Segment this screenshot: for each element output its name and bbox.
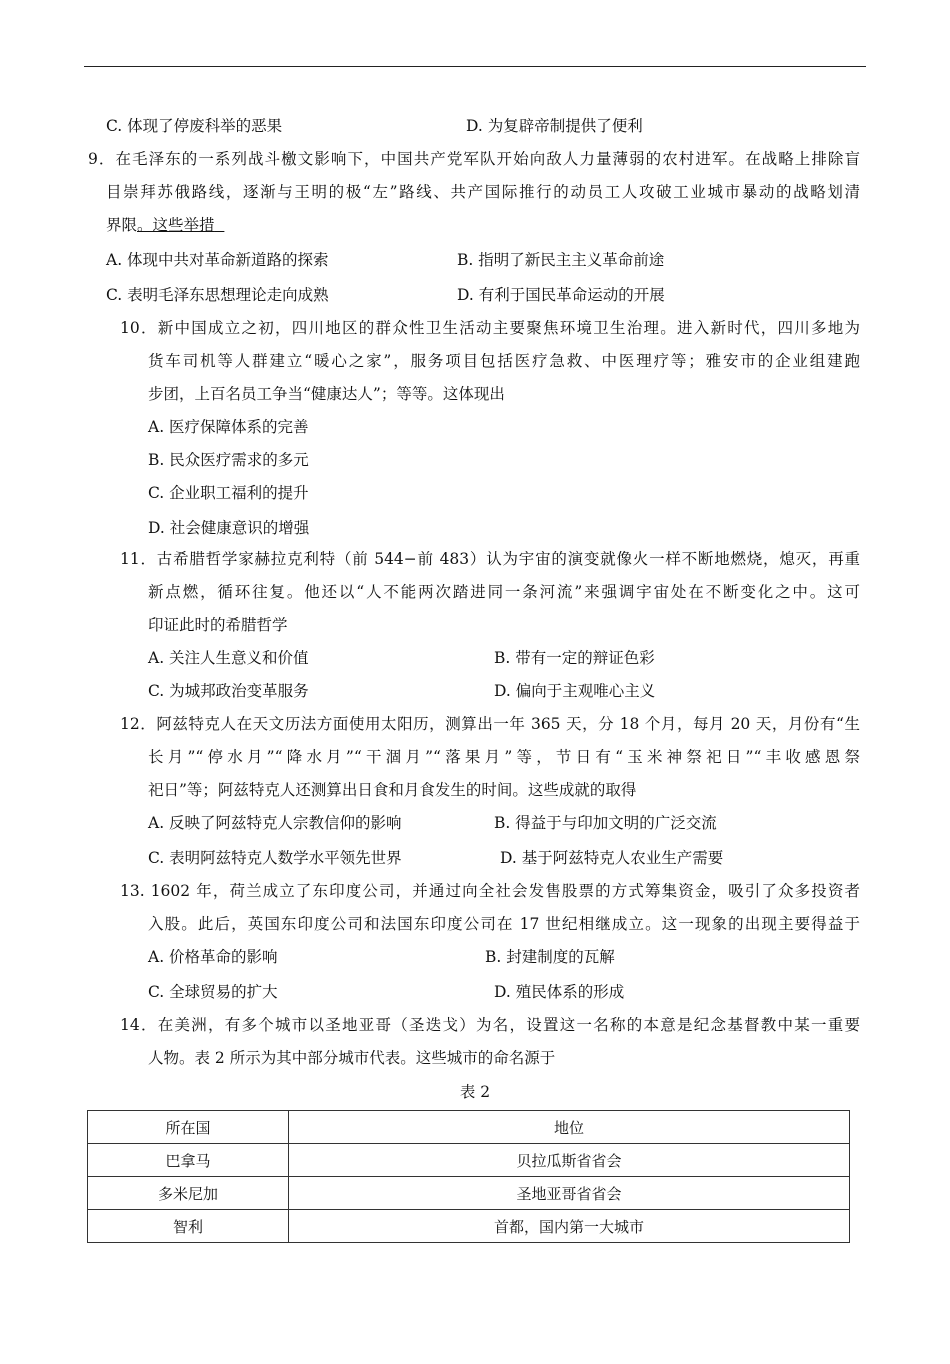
table-row xyxy=(88,1177,850,1210)
q9-option-d: D. 有利于国民革命运动的开展 xyxy=(457,286,665,304)
q13-option-c: C. 全球贸易的扩大 xyxy=(148,983,278,1001)
table-cell-country: 智利 xyxy=(88,1210,289,1243)
table-2 xyxy=(87,1110,850,1243)
table-cell-country: 多米尼加 xyxy=(88,1177,289,1210)
table-cell-country: 巴拿马 xyxy=(88,1144,289,1177)
q9-option-a: A. 体现中共对革命新道路的探索 xyxy=(106,251,329,269)
q12-option-c: C. 表明阿兹特克人数学水平领先世界 xyxy=(148,849,402,867)
q13-option-d: D. 殖民体系的形成 xyxy=(494,983,625,1001)
q12-option-d: D. 基于阿兹特克人农业生产需要 xyxy=(500,849,724,867)
q12-option-a: A. 反映了阿兹特克人宗教信仰的影响 xyxy=(148,814,402,832)
q12-stem-line-2: 长月”“停水月”“降水月”“干涸月”“落果月”等，节日有“玉米神祭祀日”“丰收感恩祭 xyxy=(148,748,860,766)
table-header-cell: 所在国 xyxy=(88,1111,289,1144)
q9-stem-line-1: 9．在毛泽东的一系列战斗檄文影响下，中国共产党军队开始向敌人力量薄弱的农村进军。在战略上排除盲 xyxy=(88,150,860,168)
q14-stem-line-1: 14．在美洲，有多个城市以圣地亚哥（圣迭戈）为名，设置这一名称的本意是纪念基督教中某一重要 xyxy=(120,1016,860,1034)
q12-stem-line-3: 祀日”等；阿兹特克人还测算出日食和月食发生的时间。这些成就的取得 xyxy=(148,781,637,799)
q9-option-b: B. 指明了新民主主义革命前途 xyxy=(457,251,665,269)
q13-stem-line-2: 入股。此后，英国东印度公司和法国东印度公司在 17 世纪相继成立。这一现象的出现主要得益于 xyxy=(148,915,860,933)
q11-option-b: B. 带有一定的辩证色彩 xyxy=(494,649,655,667)
q9-stem-line-2: 目崇拜苏俄路线，逐渐与王明的极“左”路线、共产国际推行的动员工人攻破工业城市暴动的战略划清 xyxy=(106,183,860,201)
q10-option-c: C. 企业职工福利的提升 xyxy=(148,484,309,502)
q11-stem-line-3: 印证此时的希腊哲学 xyxy=(148,616,288,634)
table-header-cell: 地位 xyxy=(289,1111,850,1144)
table-row xyxy=(88,1210,850,1243)
table-row xyxy=(88,1144,850,1177)
table-header-row xyxy=(88,1111,850,1144)
q12-option-b: B. 得益于与印加文明的广泛交流 xyxy=(494,814,717,832)
table-caption: 表 2 xyxy=(459,1083,491,1101)
q10-option-a: A. 医疗保障体系的完善 xyxy=(148,418,309,436)
q13-stem-line-1: 13. 1602 年，荷兰成立了东印度公司，并通过向全社会发售股票的方式筹集资金，吸引了众多投资者 xyxy=(120,882,860,900)
q9-stem-line-3 xyxy=(106,214,224,236)
header-rule xyxy=(84,66,866,67)
table-cell-status: 圣地亚哥省省会 xyxy=(289,1177,850,1210)
q10-option-d: D. 社会健康意识的增强 xyxy=(148,519,310,537)
q11-stem-line-2: 新点燃，循环往复。他还以“人不能两次踏进同一条河流”来强调宇宙处在不断变化之中。这可 xyxy=(148,583,860,601)
q12-stem-line-1: 12．阿兹特克人在天文历法方面使用太阳历，测算出一年 365 天，分 18 个月，每月 20 天，月份有“生 xyxy=(120,715,860,733)
table-cell-status: 首都，国内第一大城市 xyxy=(289,1210,850,1243)
q8-option-c: C. 体现了停废科举的恶果 xyxy=(106,117,283,135)
q11-option-c: C. 为城邦政治变革服务 xyxy=(148,682,309,700)
q9-stem-end: 。这些举措 xyxy=(137,216,215,234)
q10-stem-line-1: 10．新中国成立之初，四川地区的群众性卫生活动主要聚焦环境卫生治理。进入新时代，四川多地为 xyxy=(120,319,860,337)
q9-answer-blank xyxy=(215,216,225,234)
q10-stem-line-3: 步团，上百名员工争当“健康达人”；等等。这体现出 xyxy=(148,385,505,403)
q10-stem-line-2: 货车司机等人群建立“暖心之家”，服务项目包括医疗急救、中医理疗等；雅安市的企业组建跑 xyxy=(148,352,860,370)
q8-option-d: D. 为复辟帝制提供了便利 xyxy=(466,117,643,135)
q11-stem-line-1: 11．古希腊哲学家赫拉克利特（前 544−前 483）认为宇宙的演变就像火一样不断地燃烧，熄灭，再重 xyxy=(120,550,860,568)
q14-stem-line-2: 人物。表 2 所示为其中部分城市代表。这些城市的命名源于 xyxy=(148,1049,556,1067)
q11-option-a: A. 关注人生意义和价值 xyxy=(148,649,309,667)
q11-option-d: D. 偏向于主观唯心主义 xyxy=(494,682,656,700)
q9-underlined-text: 界限 xyxy=(106,216,138,234)
q13-option-a: A. 价格革命的影响 xyxy=(148,948,278,966)
q13-option-b: B. 封建制度的瓦解 xyxy=(485,948,615,966)
q9-option-c: C. 表明毛泽东思想理论走向成熟 xyxy=(106,286,329,304)
q10-option-b: B. 民众医疗需求的多元 xyxy=(148,451,309,469)
table-cell-status: 贝拉瓜斯省省会 xyxy=(289,1144,850,1177)
